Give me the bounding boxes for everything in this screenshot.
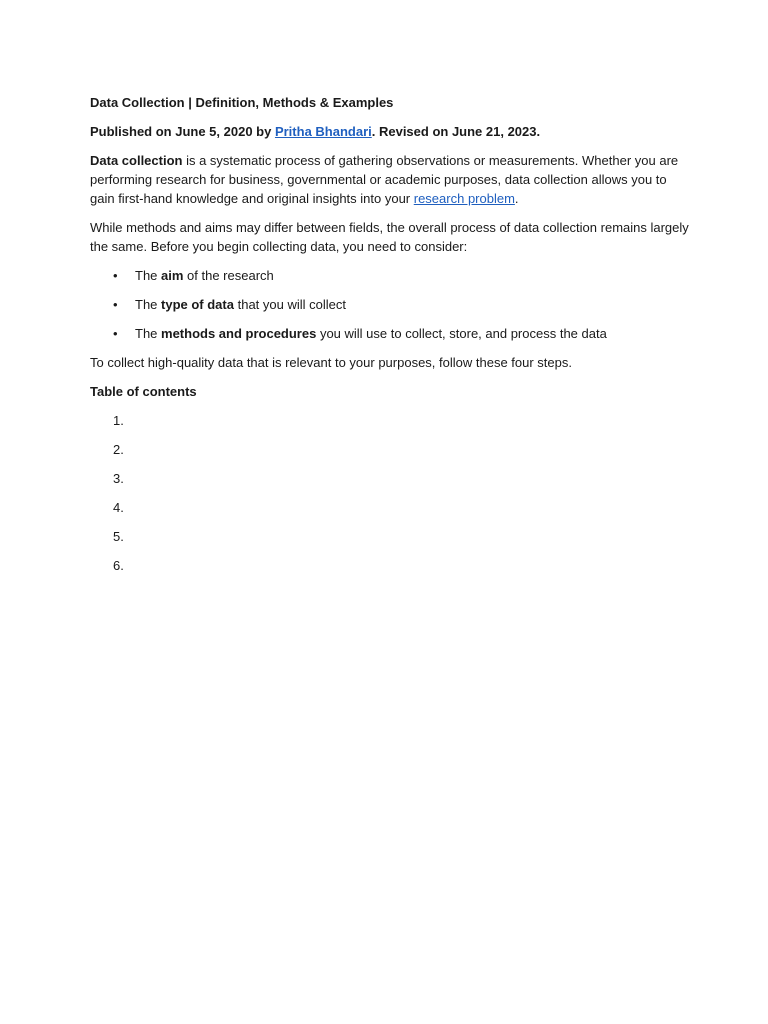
document-title: Data Collection | Definition, Methods & Examples <box>90 95 394 110</box>
bullet-text-pre: The <box>135 268 162 283</box>
byline <box>90 122 690 141</box>
intro-paragraph <box>90 151 690 208</box>
byline-prefix: Published on June 5, 2020 by <box>90 124 275 139</box>
bullet-text-post: that you will collect <box>233 297 346 312</box>
bullet-text-post: you will use to collect, store, and process the data <box>316 326 607 341</box>
intro-term: Data collection <box>90 153 183 168</box>
bullet-text-bold: methods and procedures <box>161 326 317 341</box>
research-problem-link[interactable]: research problem <box>413 191 515 206</box>
bullet-text-bold: aim <box>161 268 184 283</box>
intro-text: is a systematic process of gathering observations or measurements. Whether you are performing research for business, governmental or academic purposes, data collection allows you to gain first-hand knowledge and original insights into your <box>90 153 679 206</box>
intro-end: . <box>514 191 519 206</box>
byline-suffix: . Revised on June 21, 2023. <box>371 124 541 139</box>
steps-paragraph: To collect high-quality data that is relevant to your purposes, follow these four steps. <box>90 355 572 370</box>
bullet-icon: • <box>113 326 118 341</box>
bullet-icon: • <box>113 268 118 283</box>
list-item <box>90 266 690 285</box>
bullet-text-post: of the research <box>183 268 274 283</box>
list-item <box>90 295 690 314</box>
considerations-paragraph: While methods and aims may differ between fields, the overall process of data collection remains largely the same. Before you begin collecting data, you need to consider: <box>90 220 689 254</box>
document-page <box>90 93 690 585</box>
table-of-contents <box>90 411 690 575</box>
toc-item[interactable]: 3. <box>113 471 124 486</box>
bullet-text-pre: The <box>135 297 162 312</box>
bullet-icon: • <box>113 297 118 312</box>
toc-item[interactable]: 4. <box>113 500 124 515</box>
bullet-text-pre: The <box>135 326 162 341</box>
considerations-list <box>90 266 690 343</box>
bullet-text-bold: type of data <box>161 297 234 312</box>
toc-item[interactable]: 2. <box>113 442 124 457</box>
toc-item[interactable]: 5. <box>113 529 124 544</box>
author-link[interactable]: Pritha Bhandari <box>274 124 372 139</box>
toc-heading: Table of contents <box>90 384 197 399</box>
toc-item[interactable]: 6. <box>113 558 124 573</box>
toc-item[interactable]: 1. <box>113 413 124 428</box>
list-item <box>90 324 690 343</box>
